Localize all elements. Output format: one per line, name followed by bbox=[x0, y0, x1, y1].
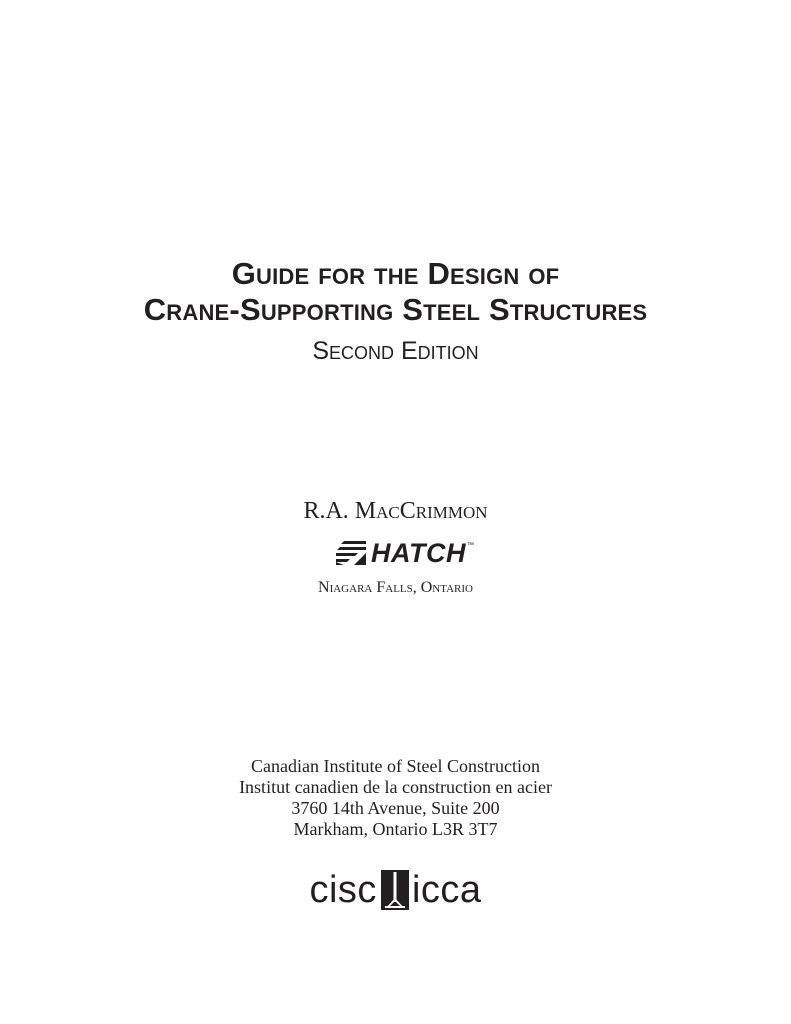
author-name: R.A. MacCrimmon bbox=[303, 498, 488, 524]
trademark-symbol: ™ bbox=[466, 542, 474, 549]
hatch-stripes-icon bbox=[336, 541, 366, 565]
publisher-name-en: Canadian Institute of Steel Construction bbox=[251, 756, 540, 776]
steel-column-icon bbox=[381, 868, 409, 912]
hatch-wordmark: HATCH bbox=[371, 538, 466, 568]
publisher-address bbox=[0, 756, 791, 840]
title-line-1: Guide for the Design of bbox=[231, 256, 560, 291]
hatch-logo bbox=[336, 538, 474, 568]
publisher-city: Markham, Ontario L3R 3T7 bbox=[293, 819, 498, 839]
cisc-wordmark: cisc bbox=[309, 869, 377, 911]
cisc-icca-logo bbox=[0, 868, 791, 912]
icca-wordmark: icca bbox=[411, 869, 482, 911]
publisher-street: 3760 14th Avenue, Suite 200 bbox=[291, 798, 500, 818]
publisher-name-fr: Institut canadien de la construction en acier bbox=[239, 777, 552, 797]
book-title bbox=[0, 256, 791, 328]
edition-label: Second Edition bbox=[312, 337, 479, 365]
company-location: Niagara Falls, Ontario bbox=[318, 579, 473, 596]
title-line-2: Crane-Supporting Steel Structures bbox=[143, 292, 648, 327]
